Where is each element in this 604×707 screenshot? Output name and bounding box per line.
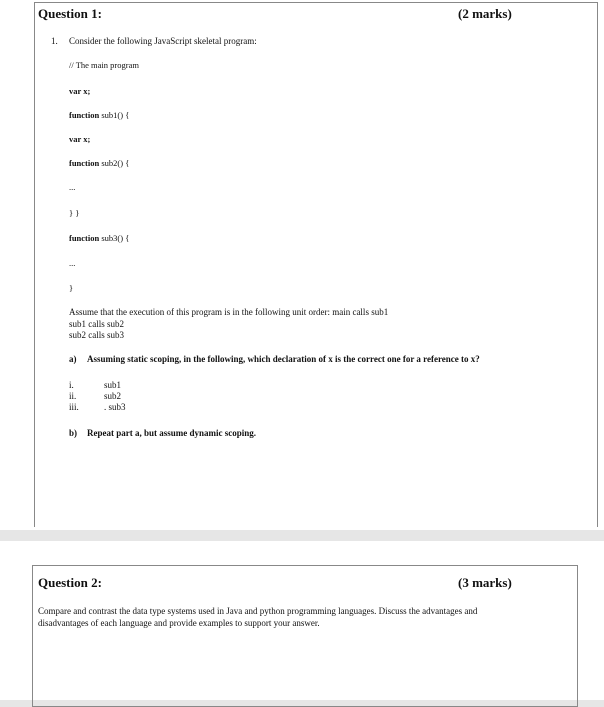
option-number: i. [69, 380, 74, 390]
code-var-x-2: var x; [69, 134, 91, 144]
option-number: ii. [69, 391, 77, 401]
part-b-question: Repeat part a, but assume dynamic scoping. [87, 428, 257, 438]
code-comment: // The main program [69, 60, 139, 70]
code-keyword: function [69, 233, 100, 243]
question-1-intro: Consider the following JavaScript skeletal program: [69, 36, 257, 46]
code-keyword: function [69, 110, 100, 120]
code-ellipsis-1: ... [69, 182, 76, 192]
code-function-sub1 [69, 110, 129, 120]
option-text: sub2 [104, 391, 122, 401]
code-function-sub2 [69, 158, 129, 168]
execution-order-text: Assume that the execution of this program is in the following unit order: main calls sub1 [69, 307, 389, 317]
question-2-title: Question 2: [38, 575, 102, 590]
code-sub2-signature: sub2() { [101, 158, 130, 168]
option-text: sub1 [104, 380, 122, 390]
question-2-text-line-2: disadvantages of each language and provide examples to support your answer. [38, 618, 320, 628]
code-sub1-signature: sub1() { [101, 110, 130, 120]
execution-order-line-3: sub2 calls sub3 [69, 330, 124, 340]
question-1-frame [34, 2, 598, 527]
question-1-title: Question 1: [38, 6, 102, 21]
code-var-x-1: var x; [69, 86, 91, 96]
question-2-text-line-1: Compare and contrast the data type systems used in Java and python programming languages. Discuss the advantages and [38, 606, 478, 616]
item-number: 1. [51, 36, 58, 46]
execution-order-line-2: sub1 calls sub2 [69, 319, 124, 329]
option-text: . sub3 [104, 402, 126, 412]
code-keyword: function [69, 158, 100, 168]
question-2-page [0, 541, 604, 700]
question-2-marks: (3 marks) [458, 575, 512, 590]
code-sub3-signature: sub3() { [101, 233, 130, 243]
code-closing-braces: } } [69, 208, 80, 218]
code-ellipsis-2: ... [69, 258, 76, 268]
part-a-question: Assuming static scoping, in the following, which declaration of x is the correct one for a reference to x? [87, 354, 480, 364]
part-a-label: a) [69, 354, 77, 364]
code-function-sub3 [69, 233, 129, 243]
code-closing-brace: } [69, 283, 74, 293]
option-number: iii. [69, 402, 79, 412]
part-b-label: b) [69, 428, 78, 438]
question-1-marks: (2 marks) [458, 6, 512, 21]
